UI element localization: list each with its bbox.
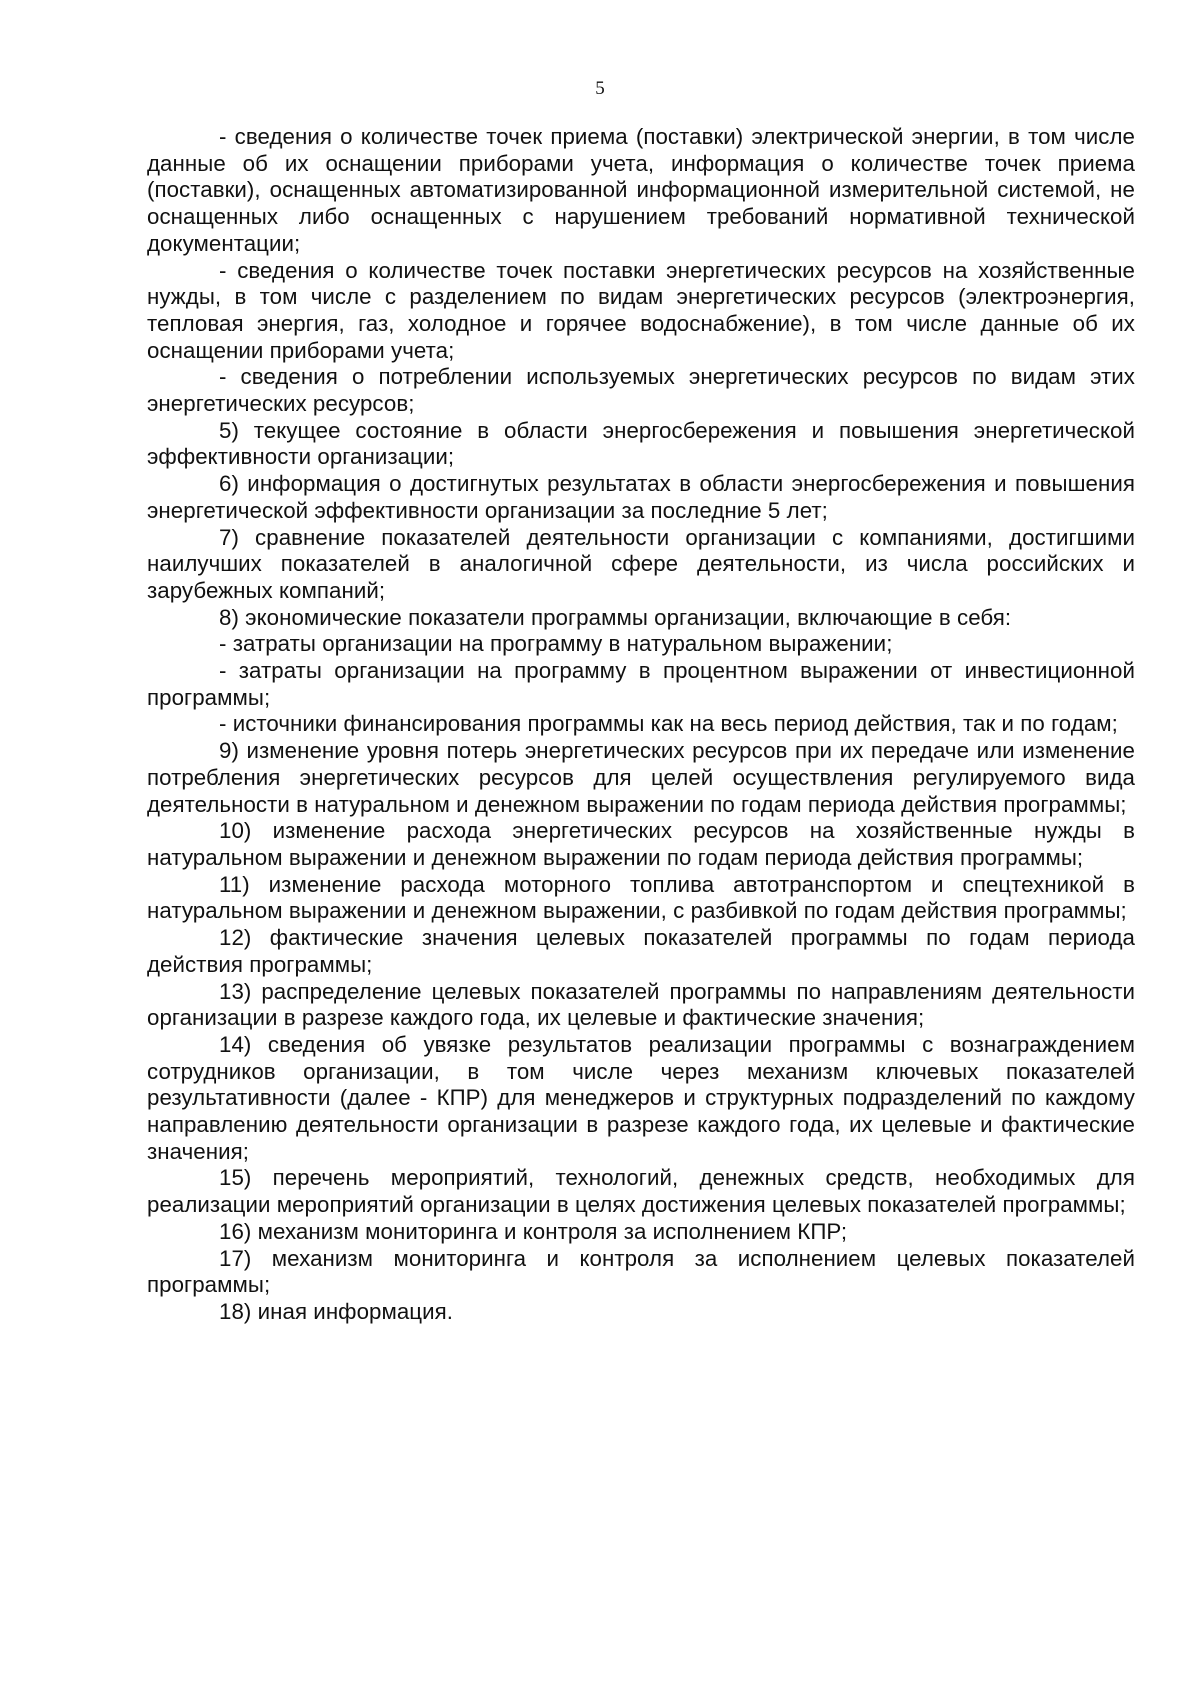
paragraph-item-7: 7) сравнение показателей деятельности организации с компаниями, достигшими наилучших показателей в аналогичной сфере деятельности, из числа российских и зарубежных компаний; <box>147 524 1135 603</box>
paragraph-item-11: 11) изменение расхода моторного топлива автотранспортом и спецтехникой в натуральном выражении и денежном выражении, с разбивкой по годам действия программы; <box>147 871 1135 924</box>
paragraph-item-14: 14) сведения об увязке результатов реализации программы с вознаграждением сотрудников организации, в том числе через механизм ключевых показателей результативности (далее - КПР) для менеджеров и структурных подразделений по каждому направлению деятельности организации в разрезе каждого года, их целевые и фактические значения; <box>147 1031 1135 1164</box>
page-number: 5 <box>595 78 605 99</box>
paragraph-item-10: 10) изменение расхода энергетических ресурсов на хозяйственные нужды в натуральном выражении и денежном выражении по годам периода действия программы; <box>147 818 1135 870</box>
paragraph-item-8: 8) экономические показатели программы организации, включающие в себя: <box>219 604 1012 630</box>
paragraph-household-supply-points: - сведения о количестве точек поставки энергетических ресурсов на хозяйственные нужды, в том числе с разделением по видам энергетических ресурсов (электроэнергия, тепловая энергия, газ, холодное и горячее водоснабжение), в том числе данные об их оснащении приборами учета; <box>147 257 1135 363</box>
paragraph-item-9: 9) изменение уровня потерь энергетических ресурсов при их передаче или изменение потребления энергетических ресурсов для целей осуществления регулируемого вида деятельности в натуральном и денежном выражении по годам периода действия программы; <box>147 738 1135 817</box>
paragraph-costs-natural: - затраты организации на программу в натуральном выражении; <box>219 631 893 657</box>
paragraph-item-18: 18) иная информация. <box>219 1298 453 1324</box>
paragraph-resource-consumption: - сведения о потреблении используемых энергетических ресурсов по видам этих энергетических ресурсов; <box>147 364 1135 417</box>
paragraph-item-5: 5) текущее состояние в области энергосбережения и повышения энергетической эффективности организации; <box>147 417 1135 470</box>
paragraph-item-6: 6) информация о достигнутых результатах в области энергосбережения и повышения энергетической эффективности организации за последние 5 лет; <box>147 471 1135 523</box>
paragraph-item-17: 17) механизм мониторинга и контроля за исполнением целевых показателей программы; <box>147 1245 1135 1298</box>
paragraph-costs-percent: - затраты организации на программу в процентном выражении от инвестиционной программы; <box>147 658 1135 710</box>
paragraph-item-12: 12) фактические значения целевых показателей программы по годам периода действия программы; <box>147 925 1135 977</box>
paragraph-item-15: 15) перечень мероприятий, технологий, денежных средств, необходимых для реализации мероприятий организации в целях достижения целевых показателей программы; <box>147 1165 1135 1218</box>
paragraph-funding-sources: - источники финансирования программы как на весь период действия, так и по годам; <box>219 711 1118 737</box>
paragraph-item-16: 16) механизм мониторинга и контроля за исполнением КПР; <box>219 1218 848 1244</box>
document-body <box>147 124 1135 1326</box>
paragraph-electricity-points: - сведения о количестве точек приема (поставки) электрической энергии, в том числе данные об их оснащении приборами учета, информация о количестве точек приема (поставки), оснащенных автоматизированной информационной измерительной системой, не оснащенных либо оснащенных с нарушением требований нормативной технической документации; <box>147 124 1135 256</box>
paragraph-item-13: 13) распределение целевых показателей программы по направлениям деятельности организации в разрезе каждого года, их целевые и фактические значения; <box>147 978 1135 1031</box>
